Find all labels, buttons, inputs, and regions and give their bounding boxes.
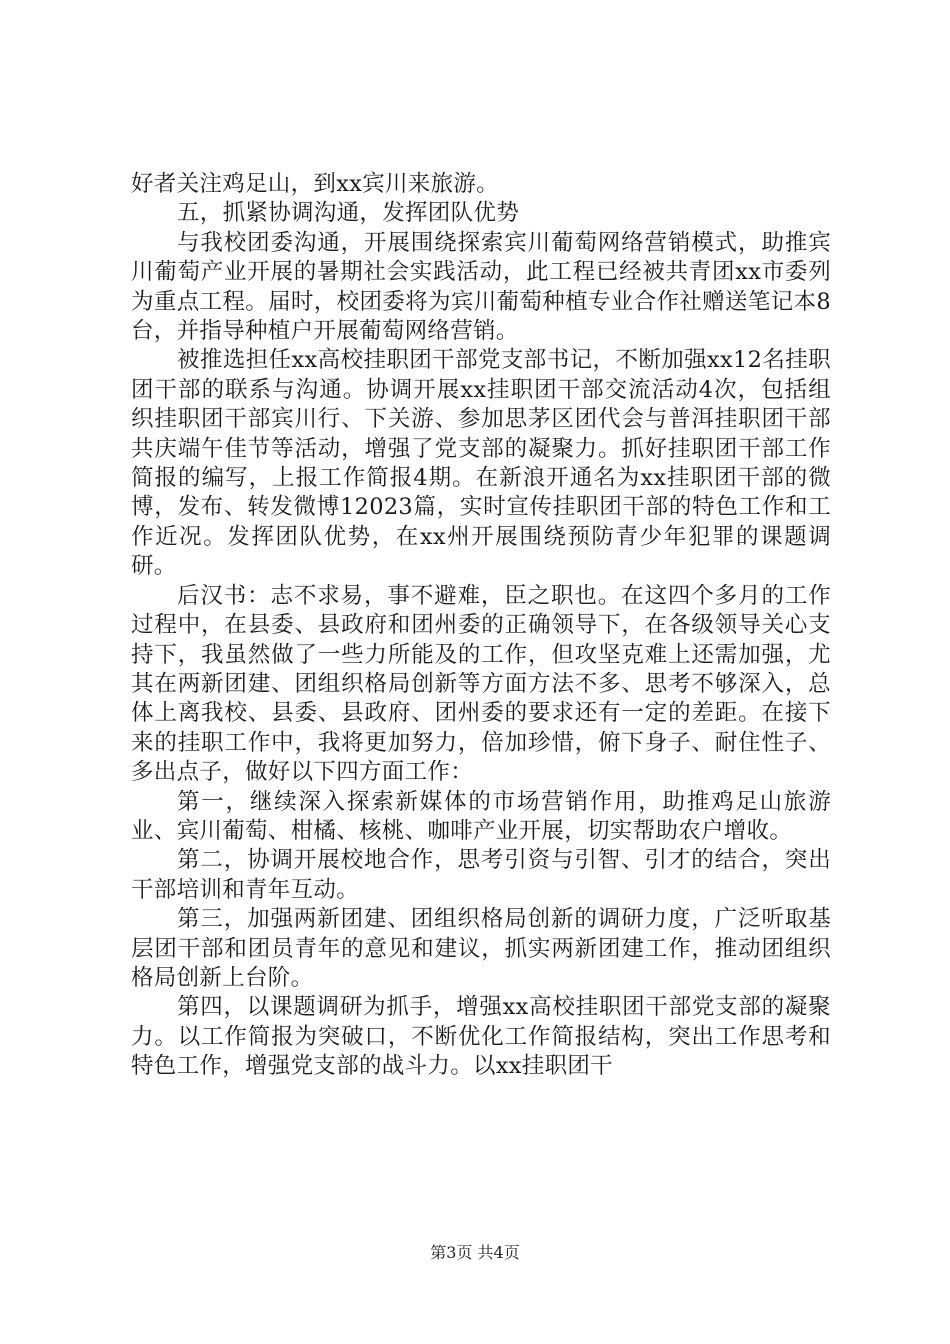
paragraph: 第四，以课题调研为抓手，增强xx高校挂职团干部党支部的凝聚力。以工作简报为突破口，不断优化工作简报结构，突出工作思考和特色工作，增强党支部的战斗力。以xx挂职团干: [131, 994, 831, 1080]
page-number-footer: 第3页 共4页: [430, 1243, 520, 1262]
paragraph: 第三，加强两新团建、团组织格局创新的调研力度，广泛听取基层团干部和团员青年的意见和建议，抓实两新团建工作，推动团组织格局创新上台阶。: [131, 906, 831, 991]
paragraph: 第二，协调开展校地合作，思考引资与引智、引才的结合，突出干部培训和青年互动。: [131, 847, 831, 903]
paragraph: 后汉书：志不求易，事不避难，臣之职也。在这四个多月的工作过程中，在县委、县政府和团州委的正确领导下，在各级领导关心支持下，我虽然做了一些力所能及的工作，但攻坚克难上还需加强，尤其在两新团建、团组织格局创新等方面方法不多、思考不够深入，总体上离我校、县委、县政府、团州委的要求还有一定的差距。在接下来的挂职工作中，我将更加努力，倍加珍惜，俯下身子、耐住性子、多出点子，做好以下四方面工作：: [131, 582, 831, 786]
paragraph: 第一，继续深入探索新媒体的市场营销作用，助推鸡足山旅游业、宾川葡萄、柑橘、核桃、咖啡产业开展，切实帮助农户增收。: [131, 788, 831, 844]
paragraph: 被推选担任xx高校挂职团干部党支部书记，不断加强xx12名挂职团干部的联系与沟通。协调开展xx挂职团干部交流活动4次，包括组织挂职团干部宾川行、下关游、参加思茅区团代会与普洱挂职团干部共庆端午佳节等活动，增强了党支部的凝聚力。抓好挂职团干部工作简报的编写，上报工作简报4期。在新浪开通名为xx挂职团干部的微博，发布、转发微博12023篇，实时宣传挂职团干部的特色工作和工作近况。发挥团队优势，在xx州开展围绕预防青少年犯罪的课题调研。: [131, 347, 831, 580]
paragraph-continuation: 好者关注鸡足山，到xx宾川来旅游。: [131, 171, 499, 197]
paragraph: 与我校团委沟通，开展围绕探索宾川葡萄网络营销模式，助推宾川葡萄产业开展的暑期社会实践活动，此工程已经被共青团xx市委列为重点工程。届时，校团委将为宾川葡萄种植专业合作社赠送笔记本8台，并指导种植户开展葡萄网络营销。: [131, 229, 831, 345]
section-heading: 五，抓紧协调沟通，发挥团队优势: [177, 200, 520, 227]
document-body: [131, 170, 831, 1082]
